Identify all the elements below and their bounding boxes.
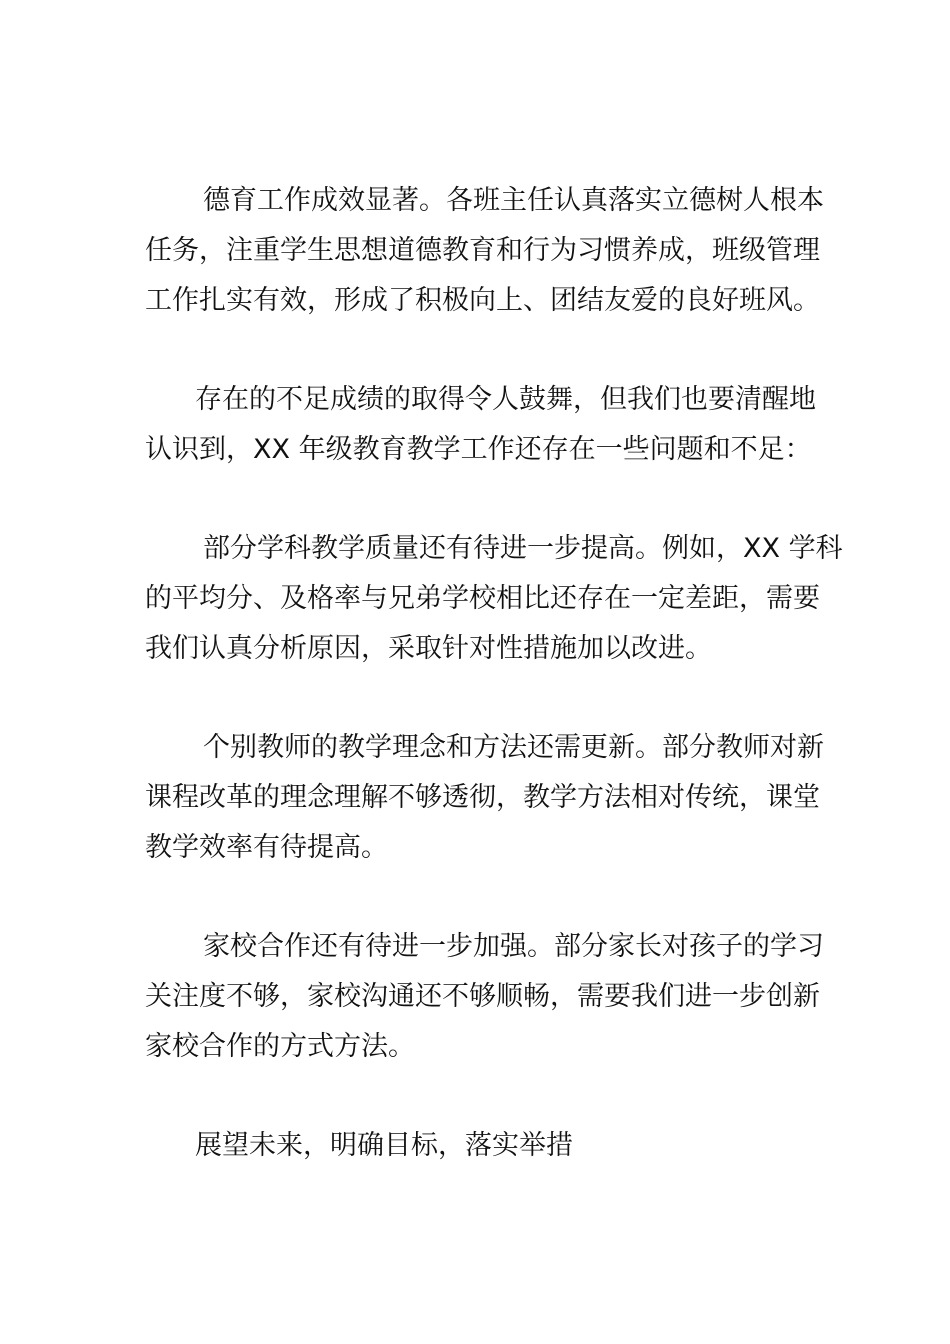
paragraph-line: 个别教师的教学理念和方法还需更新。部分教师对新 xyxy=(203,732,824,763)
paragraph-teaching-methods xyxy=(145,723,824,873)
paragraph-line: 我们认真分析原因，采取针对性措施加以改进。 xyxy=(145,633,712,664)
paragraph-line: 展望未来，明确目标，落实举措 xyxy=(195,1130,573,1161)
paragraph-line: 家校合作还有待进一步加强。部分家长对孩子的学习 xyxy=(203,931,824,962)
paragraph-line: 关注度不够，家校沟通还不够顺畅，需要我们进一步创新 xyxy=(145,981,820,1012)
section-heading-outlook xyxy=(145,1121,810,1171)
paragraph-line: 任务，注重学生思想道德教育和行为习惯养成，班级管理 xyxy=(145,235,820,266)
paragraph-line: 课程改革的理念理解不够透彻，教学方法相对传统，课堂 xyxy=(145,782,820,813)
paragraph-line: 认识到，XX 年级教育教学工作还存在一些问题和不足： xyxy=(145,434,812,465)
paragraph-shortcomings-intro xyxy=(145,375,816,475)
paragraph-line: 存在的不足成绩的取得令人鼓舞，但我们也要清醒地 xyxy=(195,384,816,415)
paragraph-line: 家校合作的方式方法。 xyxy=(145,1031,415,1062)
paragraph-line: 部分学科教学质量还有待进一步提高。例如，XX 学科 xyxy=(203,533,843,564)
paragraph-home-school xyxy=(145,922,824,1072)
paragraph-teaching-quality xyxy=(145,524,843,674)
paragraph-line: 德育工作成效显著。各班主任认真落实立德树人根本 xyxy=(203,185,824,216)
paragraph-line: 工作扎实有效，形成了积极向上、团结友爱的良好班风。 xyxy=(145,285,820,316)
paragraph-line: 的平均分、及格率与兄弟学校相比还存在一定差距，需要 xyxy=(145,583,820,614)
paragraph-line: 教学效率有待提高。 xyxy=(145,832,388,863)
paragraph-moral-education xyxy=(145,176,824,326)
